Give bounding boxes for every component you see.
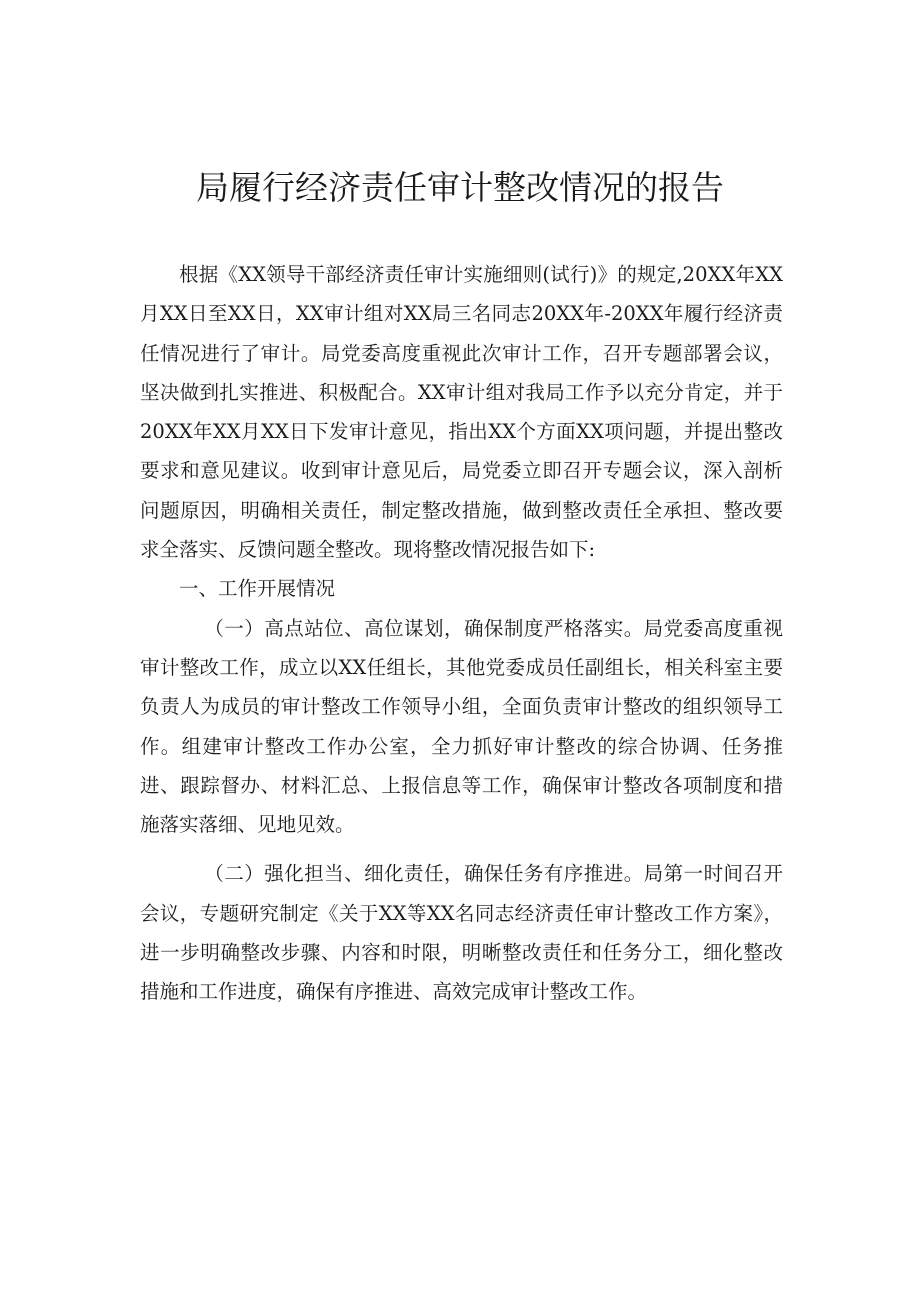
document-title: 局履行经济责任审计整改情况的报告 [196, 168, 724, 207]
section-item-1: （一）高点站位、高位谋划，确保制度严格落实。局党委高度重视审计整改工作，成立以XX任组长，其他党委成员任副组长，相关科室主要负责人为成员的审计整改工作领导小组，全面负责审计整改的组织领导工作。组建审计整改工作办公室，全力抓好审计整改的综合协调、任务推进、跟踪督办、材料汇总、上报信息等工作，确保审计整改各项制度和措施落实落细、见地见效。 [140, 616, 783, 837]
intro-paragraph: 根据《XX领导干部经济责任审计实施细则(试行)》的规定,20XX年XX月XX日至XX日，XX审计组对XX局三名同志20XX年-20XX年履行经济责任情况进行了审计。局党委高度重视此次审计工作，召开专题部署会议，坚决做到扎实推进、积极配合。XX审计组对我局工作予以充分肯定，并于20XX年XX月XX日下发审计意见，指出XX个方面XX项问题，并提出整改要求和意见建议。收到审计意见后，局党委立即召开专题会议，深入剖析问题原因，明确相关责任，制定整改措施，做到整改责任全承担、整改要求全落实、反馈问题全整改。现将整改情况报告如下: [140, 263, 783, 562]
document-body [140, 255, 783, 1012]
section-heading: 一、工作开展情况 [179, 577, 336, 601]
section-item-2: （二）强化担当、细化责任，确保任务有序推进。局第一时间召开会议，专题研究制定《关于XX等XX名同志经济责任审计整改工作方案》，进一步明确整改步骤、内容和时限，明晰整改责任和任务分工，细化整改措施和工作进度，确保有序推进、高效完成审计整改工作。 [140, 862, 783, 1004]
paragraph-gap [140, 844, 783, 854]
